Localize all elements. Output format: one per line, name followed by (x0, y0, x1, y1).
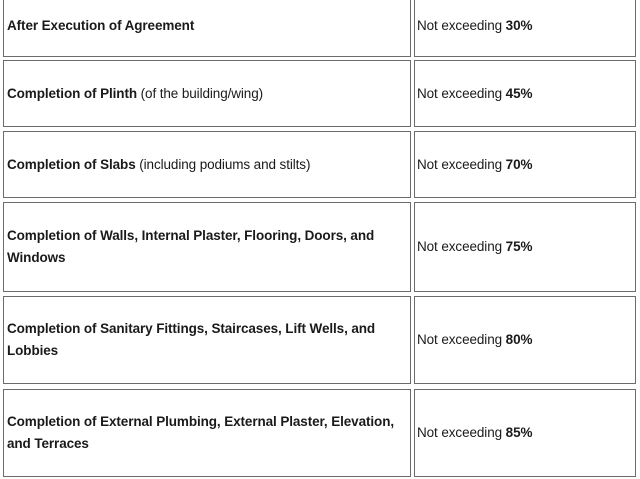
limit-prefix: Not exceeding (417, 239, 503, 254)
limit-cell (414, 389, 636, 477)
stage-text (7, 83, 263, 105)
stage-label: After Execution of Agreement (7, 17, 195, 33)
limit-percent: 70% (505, 156, 533, 172)
table-row (0, 389, 640, 477)
limit-percent: 45% (505, 85, 533, 101)
limit-percent: 75% (505, 239, 533, 254)
limit-cell (414, 0, 636, 57)
stage-text (7, 15, 194, 37)
table-row (0, 131, 640, 198)
limit-prefix: Not exceeding (417, 156, 503, 172)
limit-cell (414, 131, 636, 198)
limit-percent: 80% (505, 332, 533, 347)
table-row (0, 60, 640, 127)
table-row (0, 202, 640, 292)
stage-label: Completion of Plinth (7, 85, 137, 101)
stage-cell (3, 389, 411, 477)
stage-label: Completion of Sanitary Fittings, Staircases, Lift Wells, and Lobbies (7, 321, 376, 358)
limit-text (417, 15, 532, 37)
stage-text (7, 225, 404, 269)
limit-prefix: Not exceeding (417, 332, 503, 347)
stage-cell (3, 0, 411, 57)
stage-text (7, 154, 310, 176)
stage-cell (3, 202, 411, 292)
limit-prefix: Not exceeding (417, 425, 503, 440)
limit-text (417, 83, 532, 105)
limit-cell (414, 60, 636, 127)
stage-text (7, 318, 404, 362)
limit-cell (414, 202, 636, 292)
table-row (0, 296, 640, 384)
stage-cell (3, 60, 411, 127)
stage-note: (including podiums and stilts) (139, 156, 311, 172)
limit-text (417, 236, 532, 258)
stage-text (7, 411, 404, 455)
limit-prefix: Not exceeding (417, 85, 503, 101)
stage-cell (3, 296, 411, 384)
limit-percent: 30% (505, 17, 533, 33)
stage-label: Completion of External Plumbing, External Plaster, Elevation, and Terraces (7, 414, 394, 451)
limit-text (417, 154, 532, 176)
stage-label: Completion of Slabs (7, 156, 136, 172)
limit-text (417, 422, 532, 444)
stage-cell (3, 131, 411, 198)
stage-note: (of the building/wing) (140, 85, 264, 101)
table-row (0, 0, 640, 57)
limit-percent: 85% (505, 425, 533, 440)
limit-prefix: Not exceeding (417, 17, 503, 33)
limit-cell (414, 296, 636, 384)
limit-text (417, 329, 532, 351)
stage-label: Completion of Walls, Internal Plaster, Flooring, Doors, and Windows (7, 228, 375, 265)
